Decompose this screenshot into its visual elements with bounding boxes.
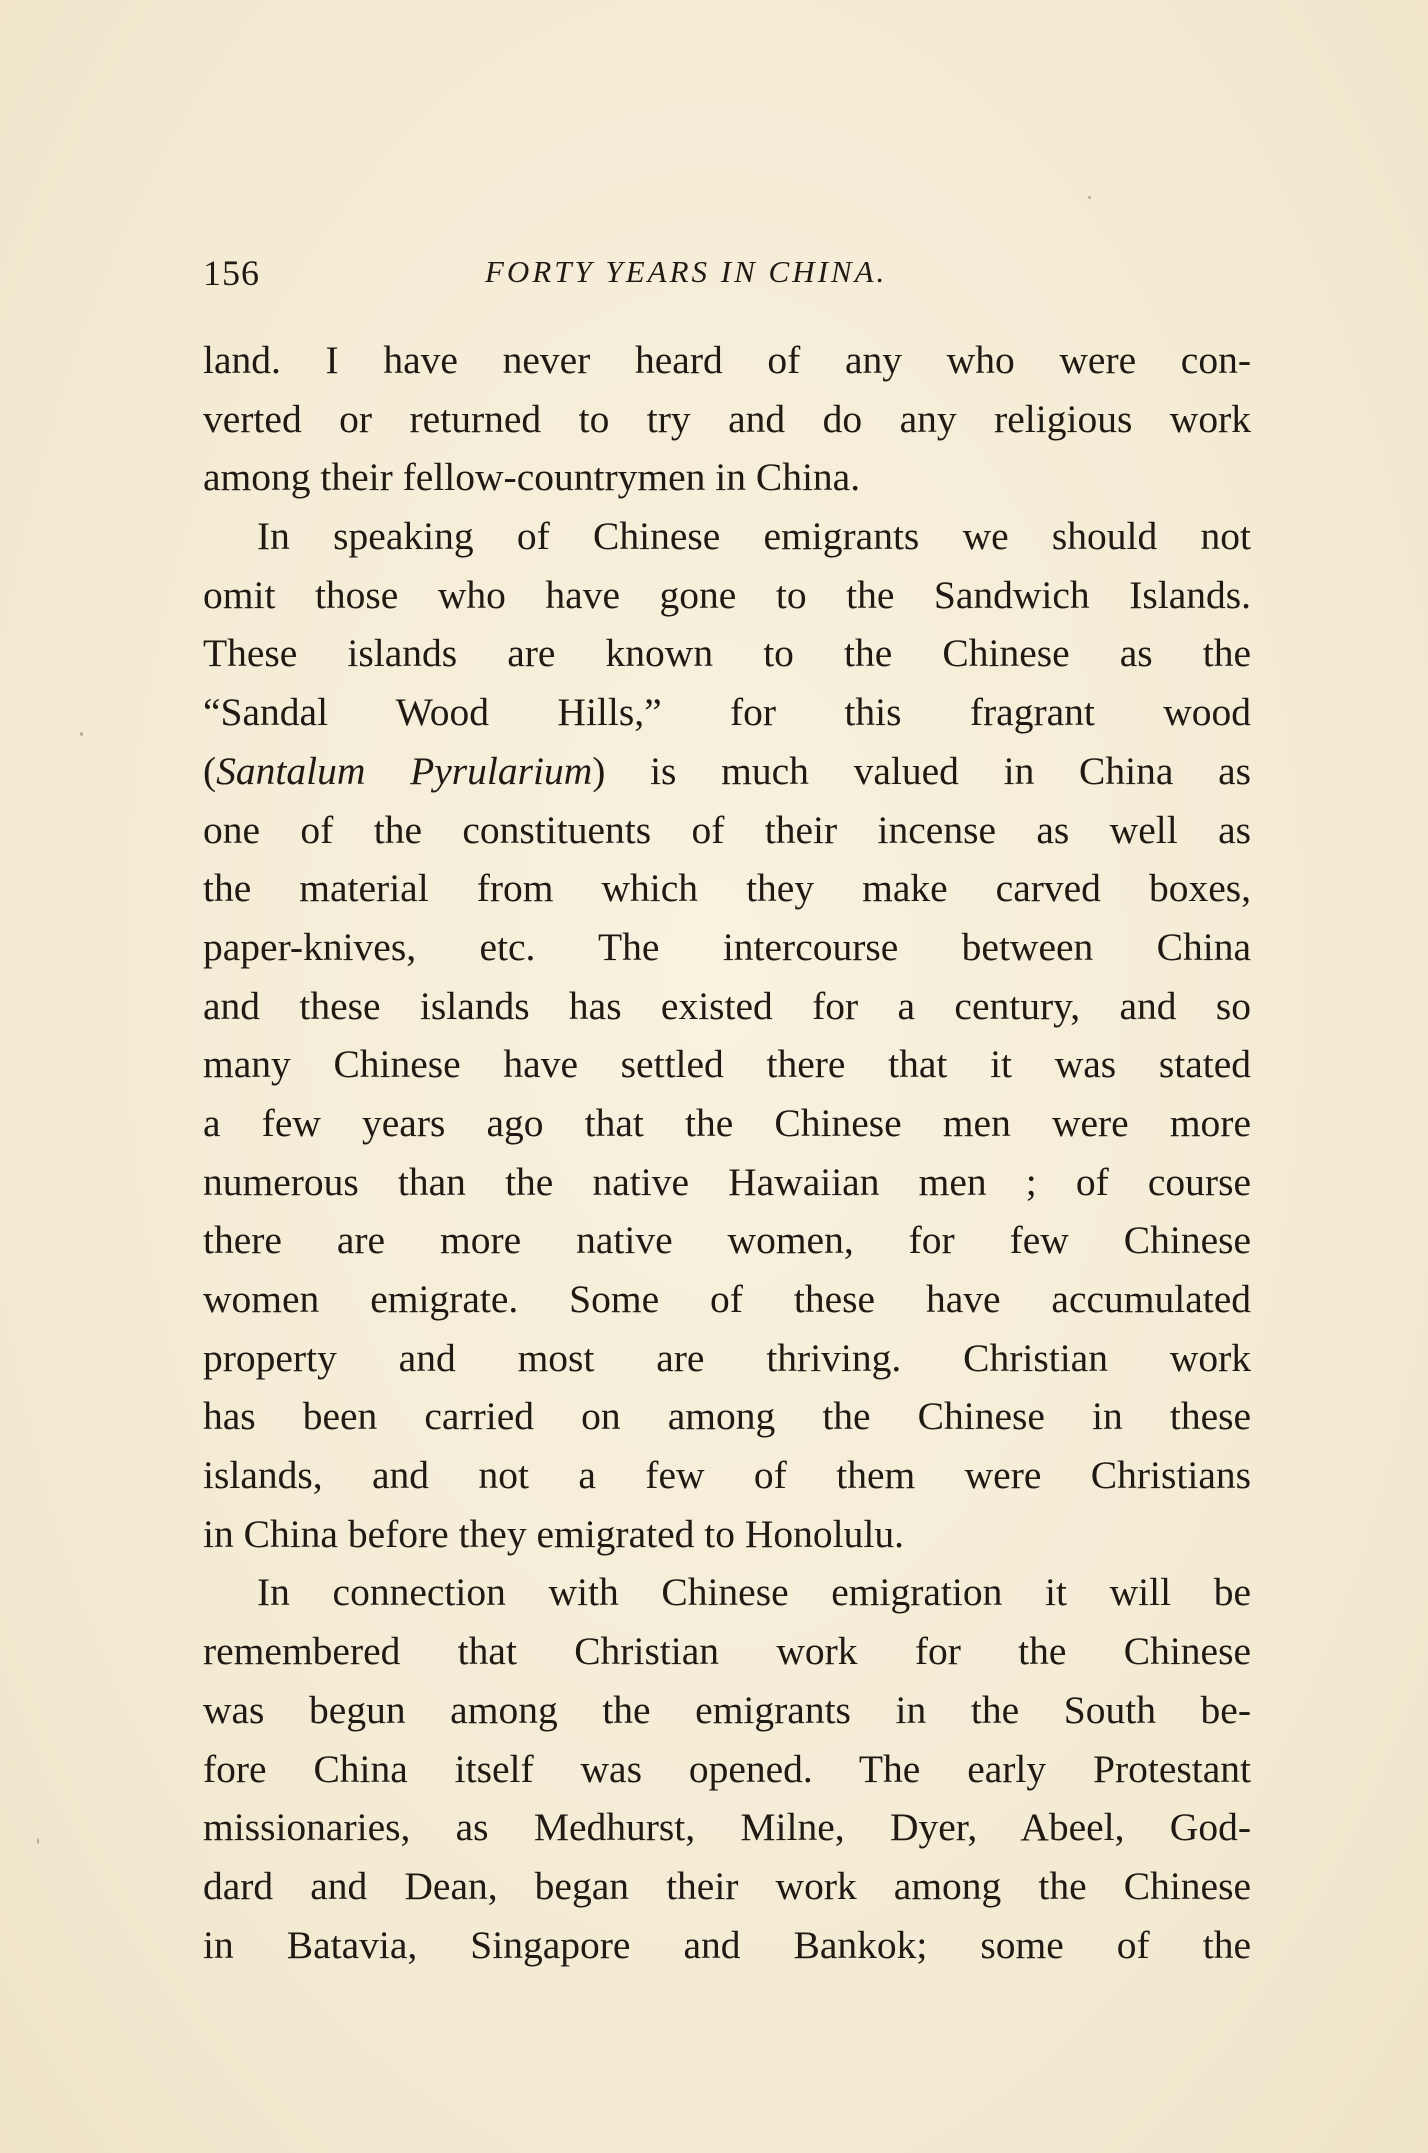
text-line: remembered that Christian work for the Chinese	[203, 1629, 1251, 1674]
text-line: numerous than the native Hawaiian men ; of course	[203, 1159, 1251, 1204]
text-line: verted or returned to try and do any religious work	[203, 396, 1251, 441]
paren-open: (	[203, 748, 217, 793]
text-line: in China before they emigrated to Honolulu.	[203, 1511, 904, 1556]
text-line: a few years ago that the Chinese men were more	[203, 1100, 1251, 1145]
text-line: land. I have never heard of any who were con-	[203, 338, 1251, 382]
italic-botanical-name: Santalum Pyrularium	[216, 748, 593, 793]
text-line: omit those who have gone to the Sandwich Islands.	[203, 572, 1251, 617]
text-line-with-italic	[203, 742, 1251, 801]
text-line: These islands are known to the Chinese as the	[203, 631, 1251, 676]
text-line: women emigrate. Some of these have accumulated	[203, 1277, 1251, 1321]
line-remainder: ) is much valued in China as	[592, 748, 1251, 793]
body-text	[203, 331, 1251, 1974]
text-line: in Batavia, Singapore and Bankok; some of the	[203, 1922, 1251, 1967]
text-line: and these islands has existed for a century, and so	[203, 983, 1251, 1028]
text-line: property and most are thriving. Christian work	[203, 1335, 1251, 1380]
paper-speck	[80, 732, 83, 736]
page-number: 156	[203, 253, 260, 293]
text-line: dard and Dean, began their work among the Chinese	[203, 1863, 1251, 1908]
text-line: the material from which they make carved boxes,	[203, 866, 1251, 911]
running-head	[203, 252, 993, 302]
text-line: islands, and not a few of them were Christians	[203, 1453, 1251, 1498]
running-title: FORTY YEARS IN CHINA.	[485, 254, 888, 289]
text-line: there are more native women, for few Chinese	[203, 1218, 1251, 1263]
text-line: has been carried on among the Chinese in these	[203, 1394, 1251, 1439]
text-line: “Sandal Wood Hills,” for this fragrant wood	[203, 690, 1251, 735]
text-line: many Chinese have settled there that it was stated	[203, 1042, 1251, 1087]
text-line: fore China itself was opened. The early Protestant	[203, 1746, 1251, 1791]
paper-speck	[37, 1838, 39, 1844]
text-line: among their fellow-countrymen in China.	[203, 455, 861, 500]
text-line: was begun among the emigrants in the South be-	[203, 1687, 1251, 1732]
text-line: paper-knives, etc. The intercourse between China	[203, 924, 1251, 969]
text-line: In speaking of Chinese emigrants we should not	[257, 514, 1251, 559]
paper-speck	[1088, 196, 1091, 199]
text-line: In connection with Chinese emigration it will be	[257, 1570, 1251, 1615]
text-line: one of the constituents of their incense as well as	[203, 807, 1251, 852]
text-line: missionaries, as Medhurst, Milne, Dyer, Abeel, God-	[203, 1805, 1251, 1850]
